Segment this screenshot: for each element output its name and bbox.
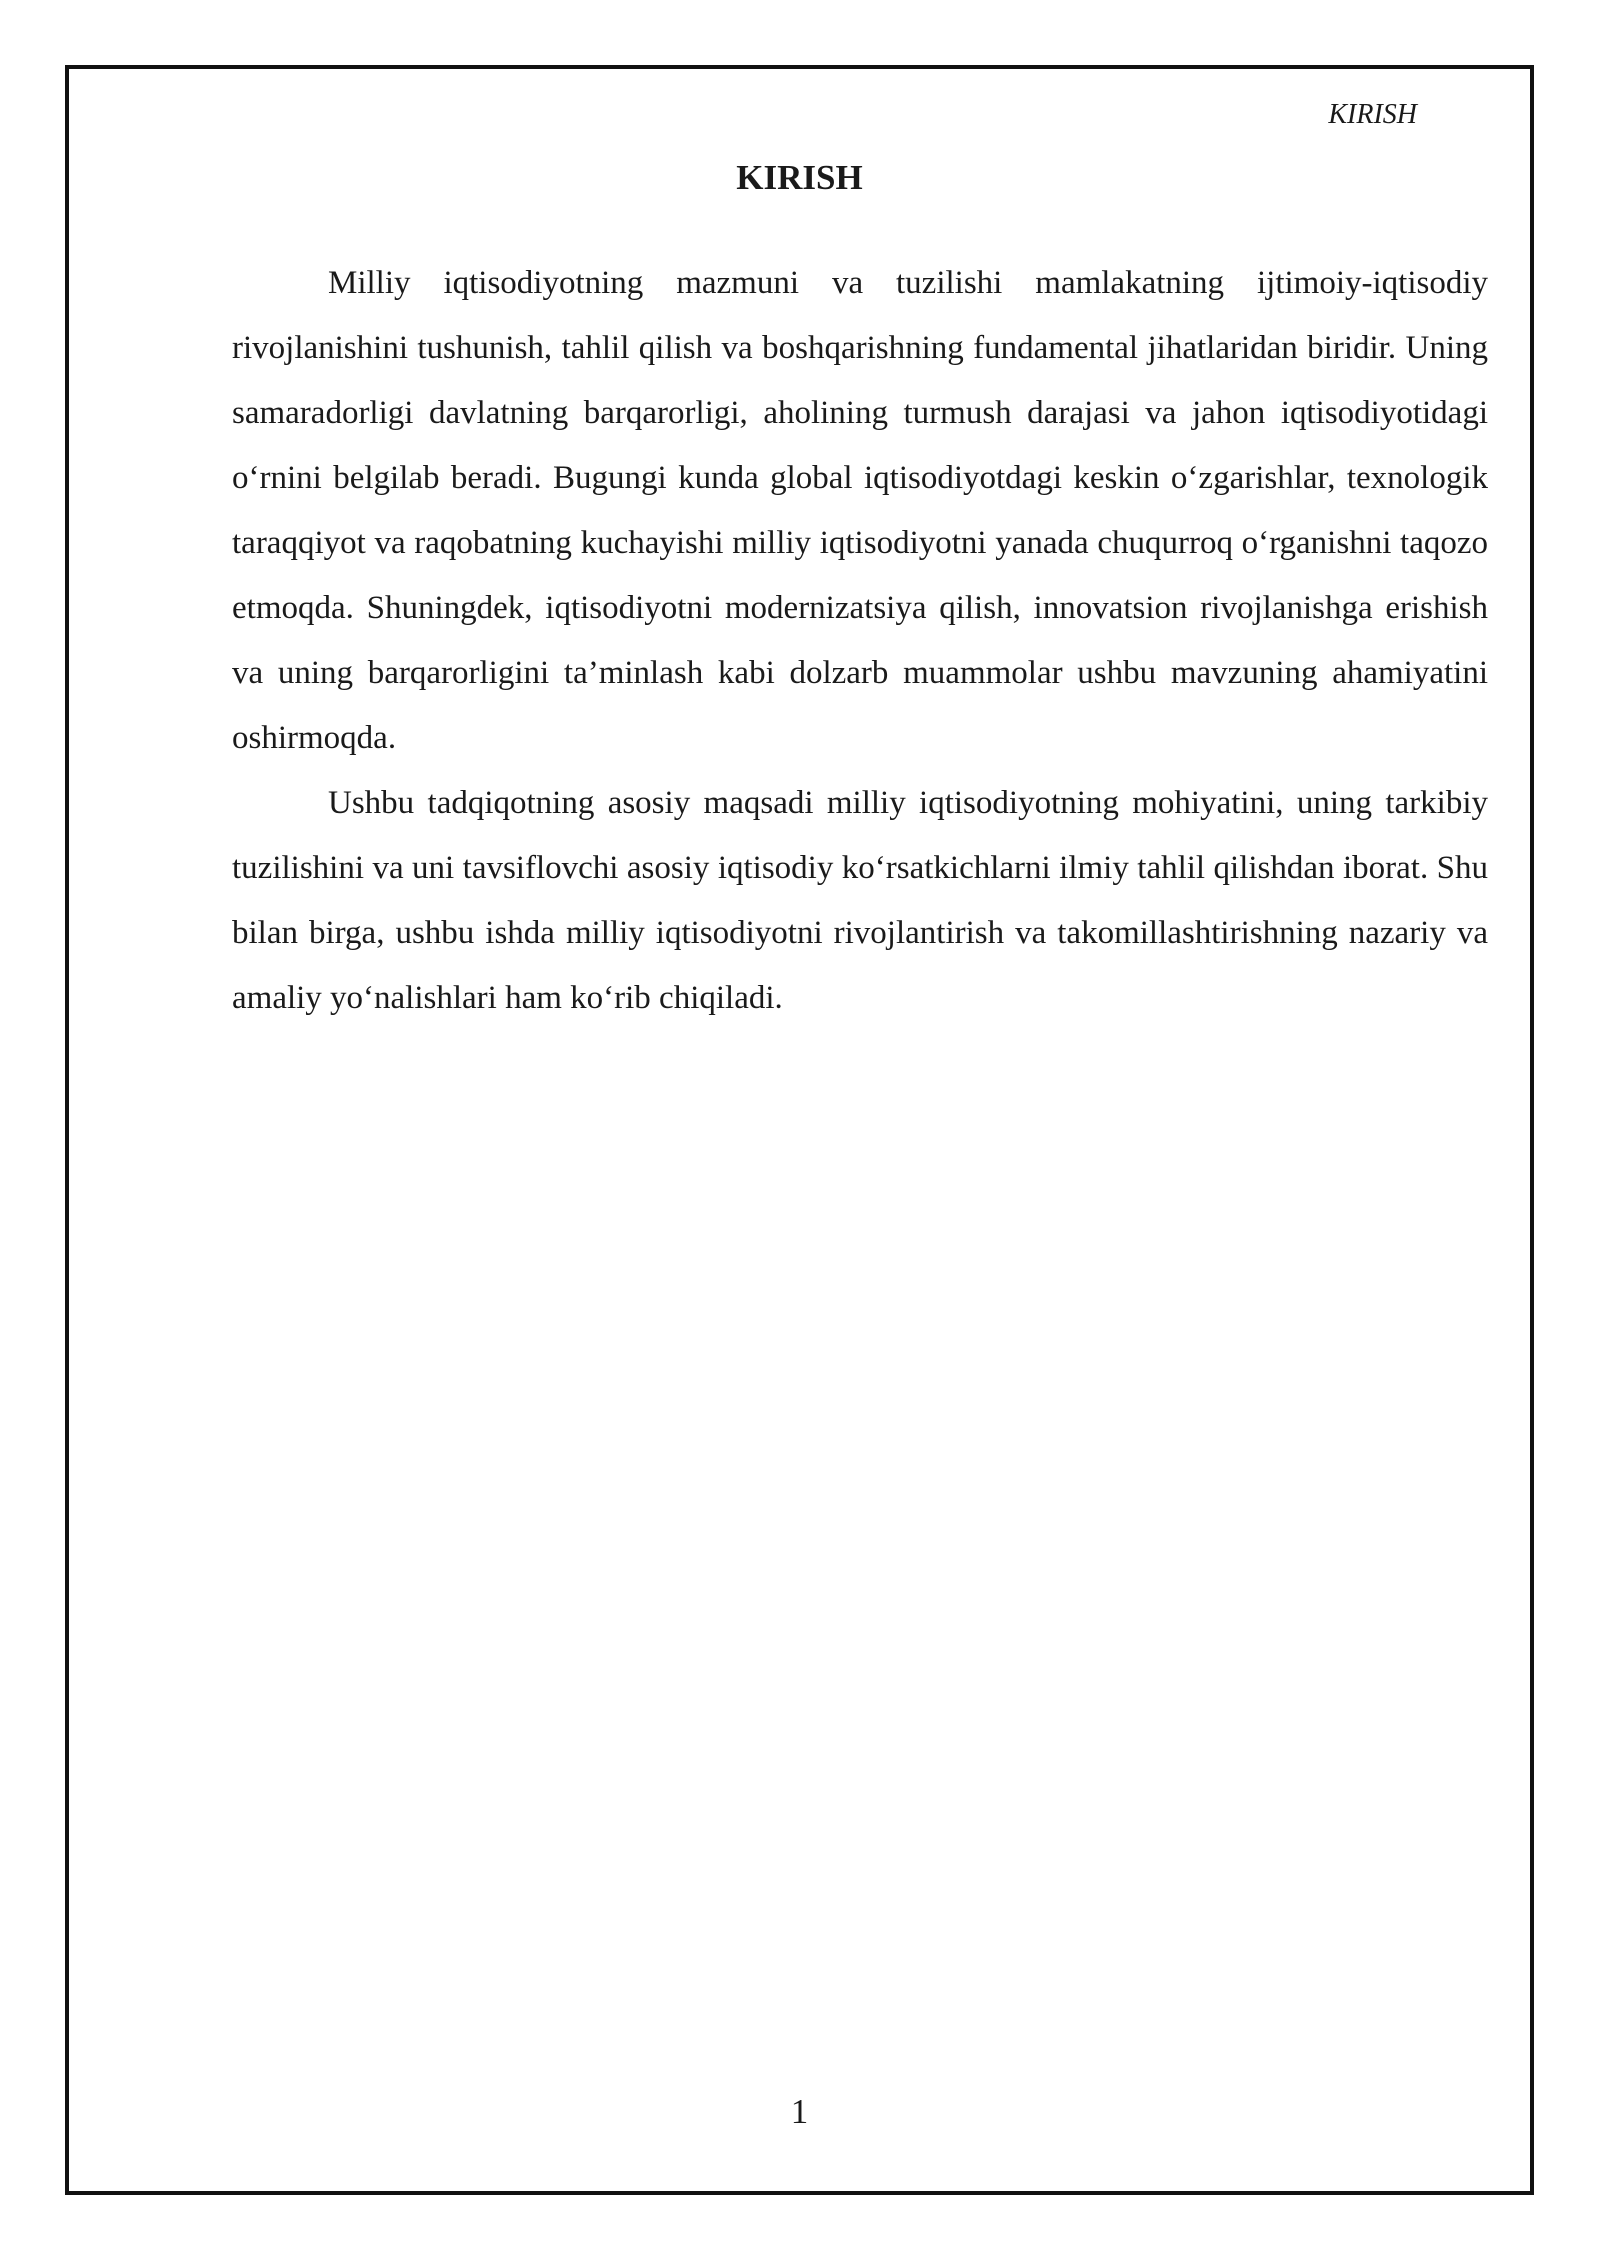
page-number: 1 (790, 2092, 809, 2131)
document-body (232, 251, 1488, 1031)
running-header: KIRISH (1328, 99, 1417, 130)
page-title: KIRISH (736, 158, 863, 197)
page-border (65, 65, 1534, 2195)
paragraph-2: Ushbu tadqiqotning asosiy maqsadi milliy iqtisodiyotning mohiyatini, uning tarkibiy tuzilishini va uni tavsiflovchi asosiy iqtisodiy ko‘rsatkichlarni ilmiy tahlil qilishdan iborat. Shu bilan birga, ushbu ishda milliy iqtisodiyotni rivojlantirish va takomillashtirishning nazariy va amaliy yo‘nalishlari ham ko‘rib chiqiladi. (232, 785, 1488, 1016)
paragraph-1: Milliy iqtisodiyotning mazmuni va tuzilishi mamlakatning ijtimoiy-iqtisodiy rivojlanishini tushunish, tahlil qilish va boshqarishning fundamental jihatlaridan biridir. Uning samaradorligi davlatning barqarorligi, aholining turmush darajasi va jahon iqtisodiyotidagi o‘rnini belgilab beradi. Bugungi kunda global iqtisodiyotdagi keskin o‘zgarishlar, texnologik taraqqiyot va raqobatning kuchayishi milliy iqtisodiyotni yanada chuqurroq o‘rganishni taqozo etmoqda. Shuningdek, iqtisodiyotni modernizatsiya qilish, innovatsion rivojlanishga erishish va uning barqarorligini ta’minlash kabi dolzarb muammolar ushbu mavzuning ahamiyatini oshirmoqda. (232, 265, 1488, 756)
